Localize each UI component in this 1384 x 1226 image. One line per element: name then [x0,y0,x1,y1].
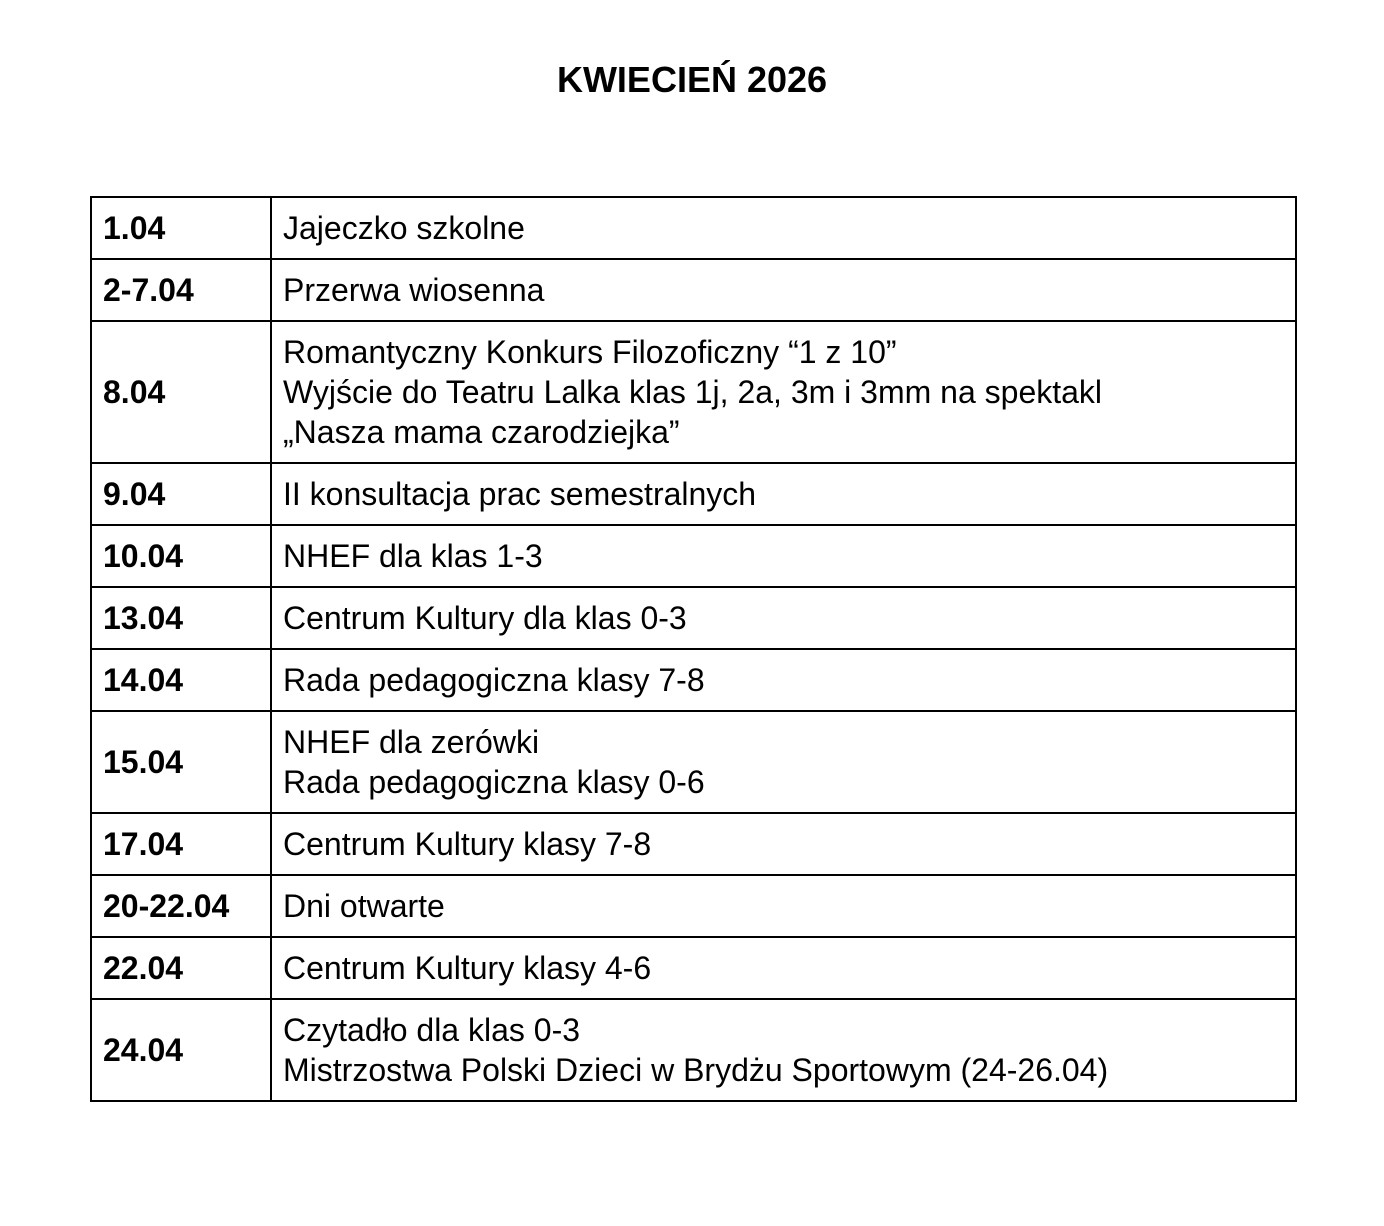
event-cell [271,197,1296,259]
event-cell [271,875,1296,937]
table-row [91,649,1296,711]
event-line: NHEF dla zerówki [283,724,540,760]
date-cell: 9.04 [91,463,271,525]
event-line: Jajeczko szkolne [283,210,525,246]
events-table [90,196,1297,1102]
event-cell [271,321,1296,463]
date-cell: 8.04 [91,321,271,463]
table-row [91,463,1296,525]
page-title: KWIECIEŃ 2026 [556,59,828,100]
event-line: Dni otwarte [283,888,445,924]
event-line: Przerwa wiosenna [283,272,545,308]
date-cell: 20-22.04 [91,875,271,937]
table-row [91,525,1296,587]
event-cell [271,259,1296,321]
table-row [91,875,1296,937]
event-cell [271,711,1296,813]
event-line: NHEF dla klas 1-3 [283,538,543,574]
date-cell: 22.04 [91,937,271,999]
event-line: Wyjście do Teatru Lalka klas 1j, 2a, 3m i 3mm na spektakl [283,374,1103,410]
date-cell: 15.04 [91,711,271,813]
event-line: II konsultacja prac semestralnych [283,476,757,512]
date-cell: 24.04 [91,999,271,1101]
table-row [91,259,1296,321]
table-row [91,321,1296,463]
table-row [91,711,1296,813]
event-cell [271,525,1296,587]
event-line: Centrum Kultury klasy 7-8 [283,826,652,862]
event-line: Centrum Kultury dla klas 0-3 [283,600,687,636]
event-line: „Nasza mama czarodziejka” [283,414,680,450]
event-line: Rada pedagogiczna klasy 0-6 [283,764,705,800]
date-cell: 17.04 [91,813,271,875]
date-cell: 2-7.04 [91,259,271,321]
event-line: Mistrzostwa Polski Dzieci w Brydżu Sportowym (24-26.04) [283,1052,1109,1088]
event-line: Rada pedagogiczna klasy 7-8 [283,662,705,698]
event-line: Czytadło dla klas 0-3 [283,1012,581,1048]
table-row [91,999,1296,1101]
table-row [91,197,1296,259]
date-cell: 13.04 [91,587,271,649]
date-cell: 14.04 [91,649,271,711]
table-row [91,813,1296,875]
event-cell [271,999,1296,1101]
date-cell: 10.04 [91,525,271,587]
date-cell: 1.04 [91,197,271,259]
events-table-body [91,197,1296,1101]
table-row [91,937,1296,999]
event-cell [271,937,1296,999]
event-cell [271,587,1296,649]
event-cell [271,649,1296,711]
event-line: Romantyczny Konkurs Filozoficzny “1 z 10” [283,334,897,370]
table-row [91,587,1296,649]
event-line: Centrum Kultury klasy 4-6 [283,950,652,986]
event-cell [271,813,1296,875]
event-cell [271,463,1296,525]
